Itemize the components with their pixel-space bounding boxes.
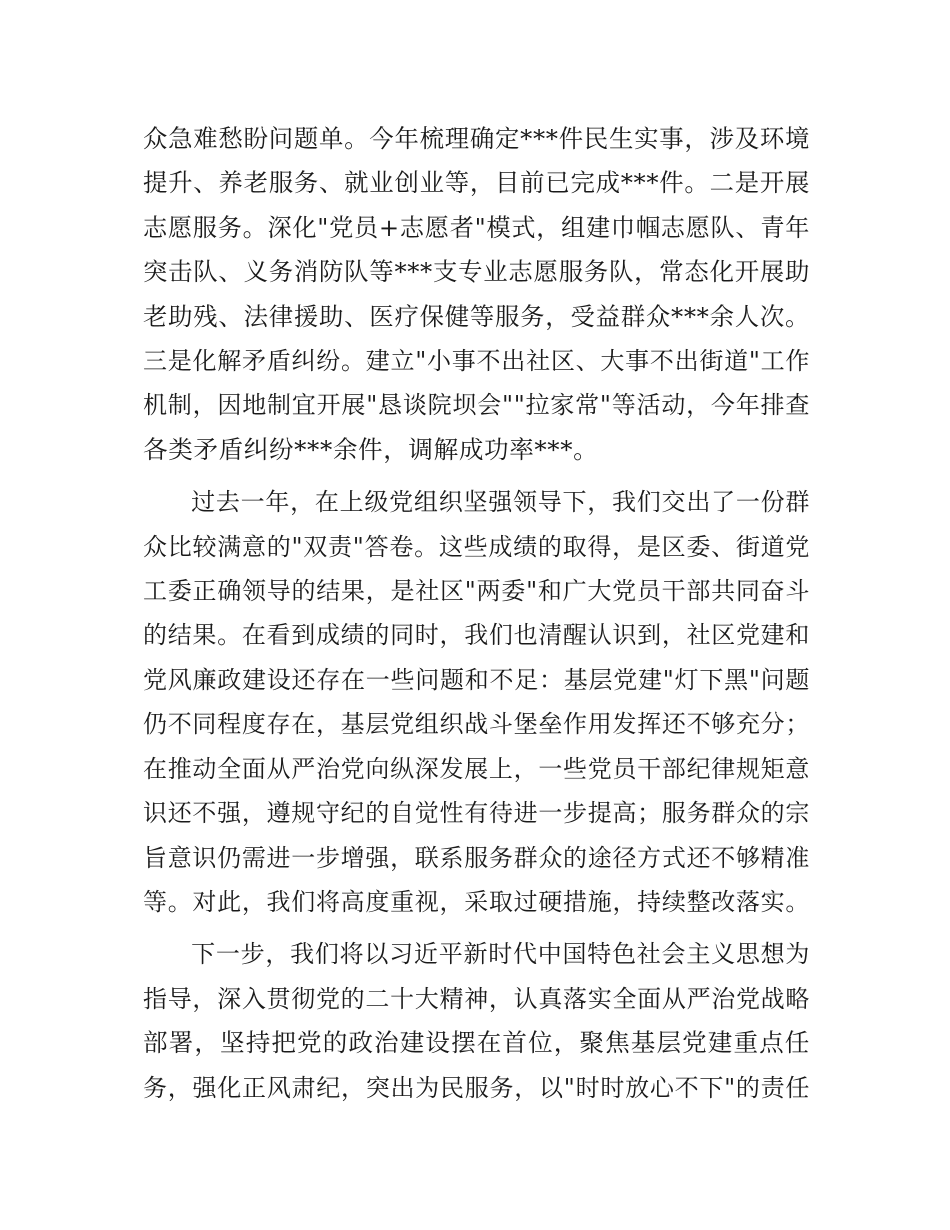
paragraph-1 xyxy=(143,117,810,472)
paragraph-line: 旨意识仍需进一步增强，联系服务群众的途径方式还不够精准 xyxy=(143,843,810,872)
paragraph-line: 突击队、义务消防队等***支专业志愿服务队，常态化开展助 xyxy=(143,257,810,287)
document-body xyxy=(143,117,810,1110)
paragraph-2 xyxy=(143,480,810,924)
paragraph-line: 务，强化正风肃纪，突出为民服务，以"时时放心不下"的责任 xyxy=(143,1073,810,1102)
paragraph-line: 众比较满意的"双责"答卷。这些成绩的取得，是区委、街道党 xyxy=(143,532,810,561)
paragraph-line: 仍不同程度存在，基层党组织战斗堡垒作用发挥还不够充分； xyxy=(143,710,810,739)
paragraph-line: 工委正确领导的结果，是社区"两委"和广大党员干部共同奋斗 xyxy=(143,577,810,606)
paragraph-line: 等。对此，我们将高度重视，采取过硬措施，持续整改落实。 xyxy=(143,887,810,916)
paragraph-line: 指导，深入贯彻党的二十大精神，认真落实全面从严治党战略 xyxy=(143,984,810,1013)
paragraph-line: 志愿服务。深化"党员+志愿者"模式，组建巾帼志愿队、青年 xyxy=(143,213,810,242)
paragraph-line: 众急难愁盼问题单。今年梳理确定***件民生实事，涉及环境 xyxy=(143,124,810,153)
paragraph-line: 的结果。在看到成绩的同时，我们也清醒认识到，社区党建和 xyxy=(143,621,810,650)
paragraph-line: 三是化解矛盾纠纷。建立"小事不出社区、大事不出街道"工作 xyxy=(143,347,810,376)
paragraph-line: 在推动全面从严治党向纵深发展上，一些党员干部纪律规矩意 xyxy=(143,754,810,783)
paragraph-line: 各类矛盾纠纷***余件，调解成功率***。 xyxy=(143,434,599,464)
paragraph-line: 识还不强，遵规守纪的自觉性有待进一步提高；服务群众的宗 xyxy=(143,799,810,828)
paragraph-line: 党风廉政建设还存在一些问题和不足：基层党建"灯下黑"问题 xyxy=(143,665,810,694)
paragraph-line: 部署，坚持把党的政治建设摆在首位，聚焦基层党建重点任 xyxy=(143,1028,810,1058)
paragraph-line: 机制，因地制宜开展"恳谈院坝会""拉家常"等活动，今年排查 xyxy=(143,391,810,420)
paragraph-line: 提升、养老服务、就业创业等，目前已完成***件。二是开展 xyxy=(143,168,810,198)
paragraph-line: 下一步，我们将以习近平新时代中国特色社会主义思想为 xyxy=(191,940,810,969)
paragraph-3 xyxy=(143,932,810,1110)
paragraph-line: 老助残、法律援助、医疗保健等服务，受益群众***余人次。 xyxy=(143,301,810,331)
paragraph-line: 过去一年，在上级党组织坚强领导下，我们交出了一份群 xyxy=(191,488,810,517)
